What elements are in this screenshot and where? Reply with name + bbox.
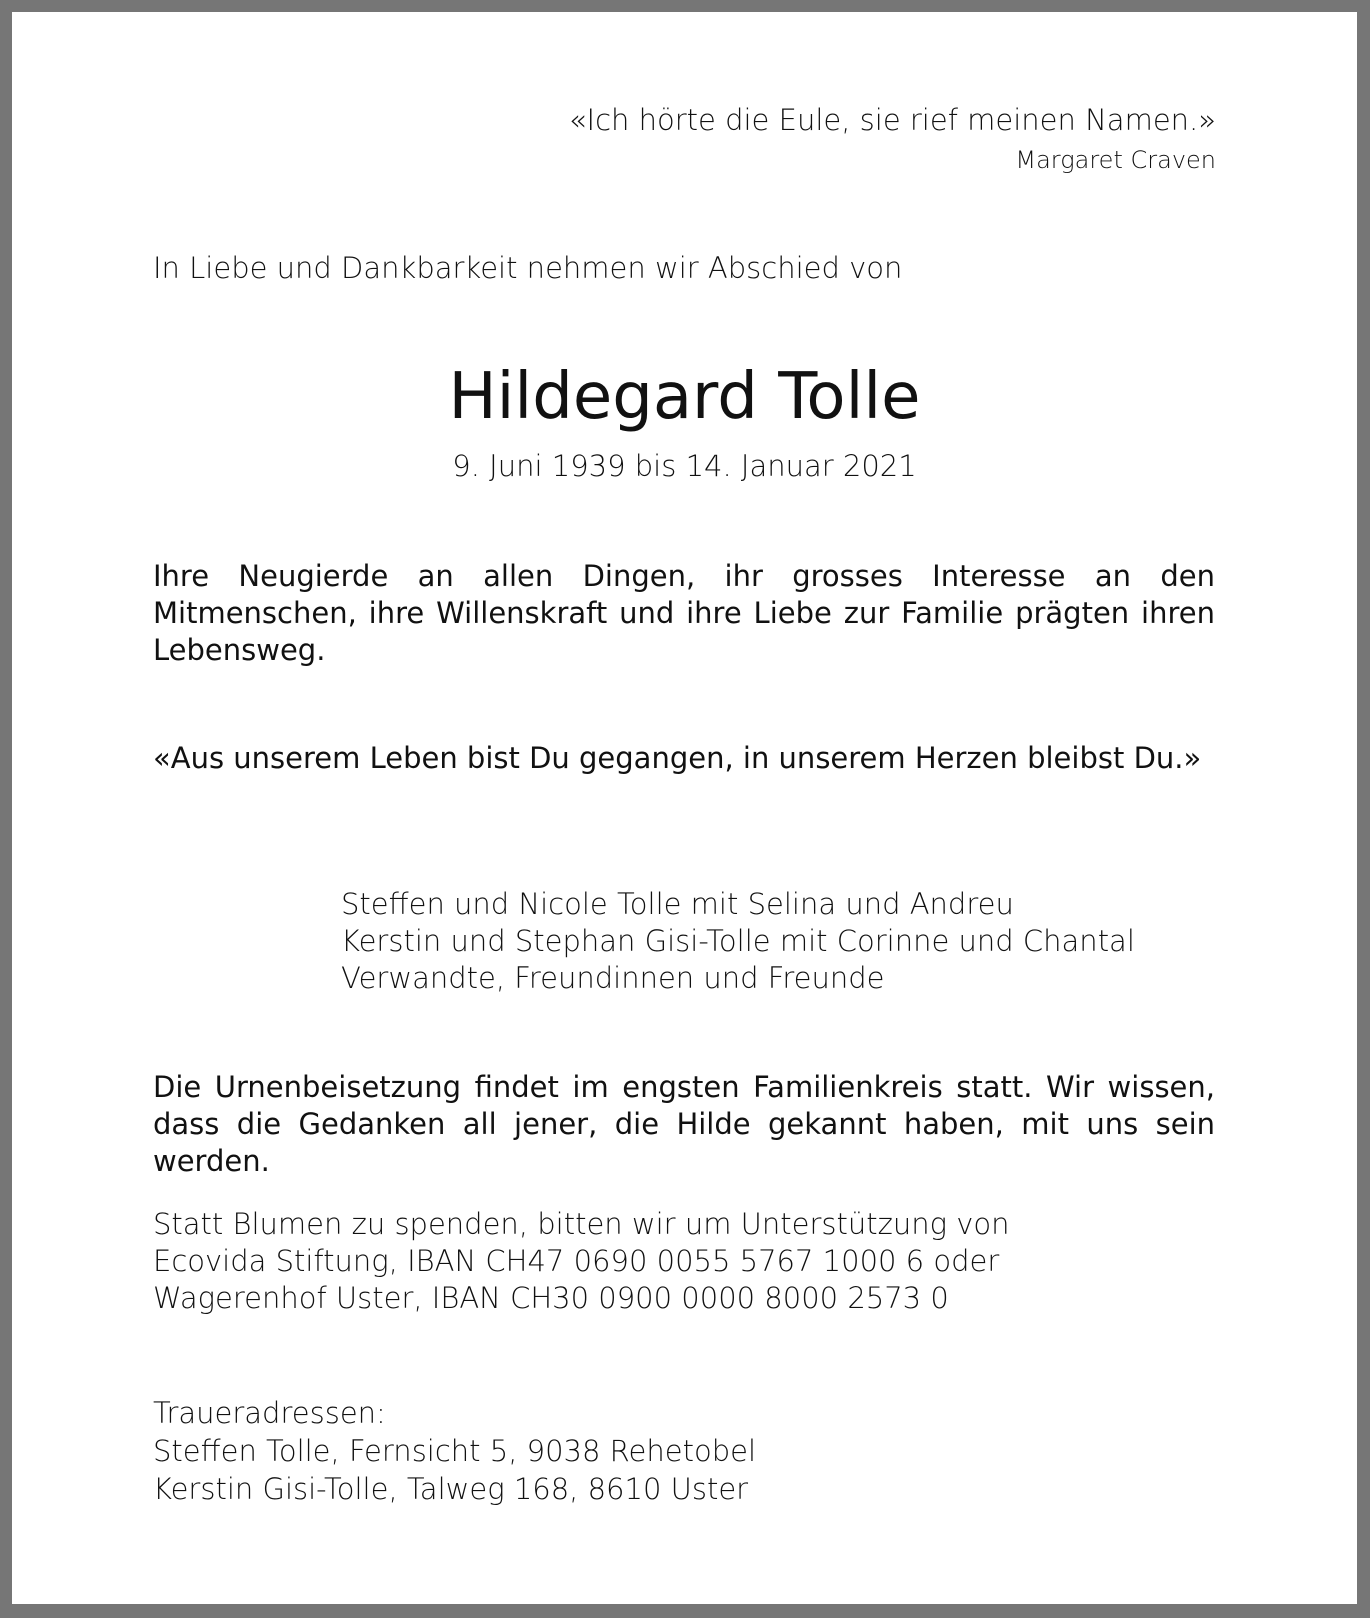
address-line: Kerstin Gisi-Tolle, Talweg 168, 8610 Uster [153,1472,749,1506]
intro-text: In Liebe und Dankbarkeit nehmen wir Abschied von [153,251,903,285]
donation-line: Wagerenhof Uster, IBAN CH30 0900 0000 8000 2573 0 [153,1281,949,1315]
donation-line: Ecovida Stiftung, IBAN CH47 0690 0055 5767 1000 6 oder [153,1244,1000,1278]
deceased-name: Hildegard Tolle [448,360,921,434]
donation-line: Statt Blumen zu spenden, bitten wir um Unterstützung von [153,1207,1010,1241]
address-line: Steffen Tolle, Fernsicht 5, 9038 Rehetobel [153,1434,757,1468]
burial-note: Die Urnenbeisetzung findet im engsten Familienkreis statt. Wir wissen, dass die Gedanken all jener, die Hilde gekannt haben, mit uns sein werden. [153,1070,1215,1178]
motto-quote: «Ich hörte die Eule, sie rief meinen Namen.» [568,103,1216,137]
tribute-paragraph: Ihre Neugierde an allen Dingen, ihr grosses Interesse an den Mitmenschen, ihre Willenskraft und ihre Liebe zur Familie prägten ihren Lebensweg. [153,559,1215,667]
obituary-page [12,12,1357,1604]
farewell-quote: «Aus unserem Leben bist Du gegangen, in unserem Herzen bleibst Du.» [153,741,1202,775]
life-dates: 9. Juni 1939 bis 14. Januar 2021 [452,449,917,483]
mourner-line: Kerstin und Stephan Gisi-Tolle mit Corinne und Chantal [341,924,1135,958]
addresses-heading: Traueradressen: [153,1396,386,1430]
motto-author: Margaret Craven [1015,146,1216,174]
mourner-line: Steffen und Nicole Tolle mit Selina und Andreu [341,887,1014,921]
mourner-line: Verwandte, Freundinnen und Freunde [341,961,885,995]
